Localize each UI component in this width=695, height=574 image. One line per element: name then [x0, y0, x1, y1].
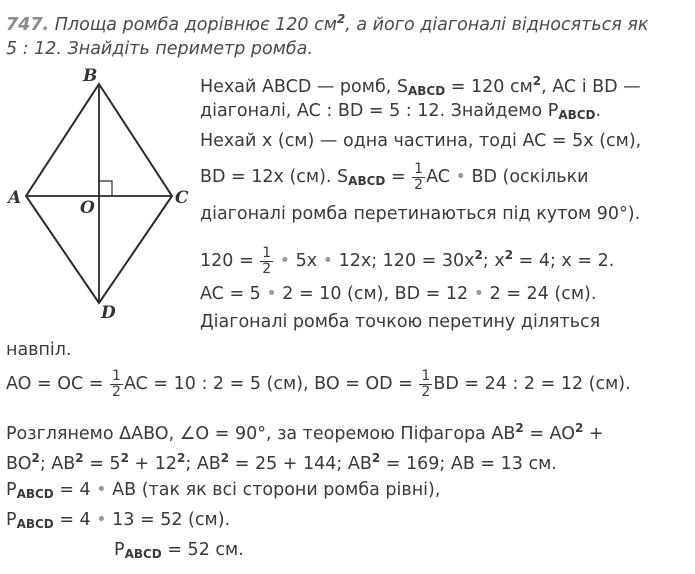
- solution-line-7: AC = 5 • 2 = 10 (см), BD = 12 • 2 = 24 (см).: [200, 284, 597, 304]
- label-d: D: [101, 303, 116, 320]
- solution-line-12: $BO^2$; $AB^2 = 5^2 + 12^2$; $AB^2 = 25 + 144$; $AB^2 = 169$; AB = 13 см.: [6, 451, 557, 474]
- problem-line-1: 747. Площа ромба дорівнює 120 $см^2$, а його діагоналі відносяться як: [6, 12, 649, 35]
- solution-line-9: навпіл.: [6, 340, 72, 360]
- solution-line-14: $P_{ABCD} = 4$ • 13 = 52 (см).: [6, 510, 231, 531]
- fraction-half: $\frac{1}{2}$: [421, 367, 431, 400]
- fraction-half: $\frac{1}{2}$: [414, 160, 424, 193]
- solution-line-15: $P_{ABCD} = 52$ см.: [114, 540, 244, 561]
- solution-line-4: BD = 12x (см). $S_{ABCD}$ = $\frac{1}{2}$ AC • BD (оскільки: [200, 160, 589, 193]
- solution-line-5: діагоналі ромба перетинаються під кутом 90°).: [200, 204, 641, 224]
- solution-line-8: Діагоналі ромба точкою перетину діляться: [200, 312, 601, 332]
- problem-number: 747.: [6, 15, 50, 35]
- label-c: C: [175, 188, 189, 208]
- solution-line-6: 120 = $\frac{1}{2}$ • 5x • 12x; $120 = 30x^2$; $x^2 = 4$; x = 2.: [200, 244, 615, 277]
- solution-line-11: Розглянемо ΔABO, ∠O = 90°, за теоремою Піфагора $AB^2 = AO^2$ +: [6, 421, 604, 444]
- solution-line-1: Нехай ABCD — ромб, $S_{ABCD} = 120$ $см^2$, AC і BD —: [200, 74, 641, 98]
- label-b: B: [83, 66, 98, 86]
- solution-line-2: діагоналі, AC : BD = 5 : 12. Знайдемо $P_{ABCD}$.: [200, 101, 602, 122]
- solution-line-3: Нехай x (см) — одна частина, тоді AC = 5x (см),: [200, 131, 642, 151]
- right-angle-mark: [99, 181, 112, 196]
- problem-line-2: 5 : 12. Знайдіть периметр ромба.: [6, 39, 313, 59]
- fraction-half: $\frac{1}{2}$: [262, 244, 272, 277]
- solution-line-10: AO = OC = $\frac{1}{2}$ AC = 10 : 2 = 5 (см), BO = OD = $\frac{1}{2}$ BD = 24 : 2 = 12 (см).: [6, 367, 631, 400]
- solution-line-13: $P_{ABCD} = 4$ • AB (так як всі сторони ромба рівні),: [6, 480, 441, 501]
- fraction-half: $\frac{1}{2}$: [112, 367, 121, 400]
- label-o: O: [80, 198, 95, 218]
- label-a: A: [8, 188, 22, 208]
- rhombus-figure: [0, 60, 195, 320]
